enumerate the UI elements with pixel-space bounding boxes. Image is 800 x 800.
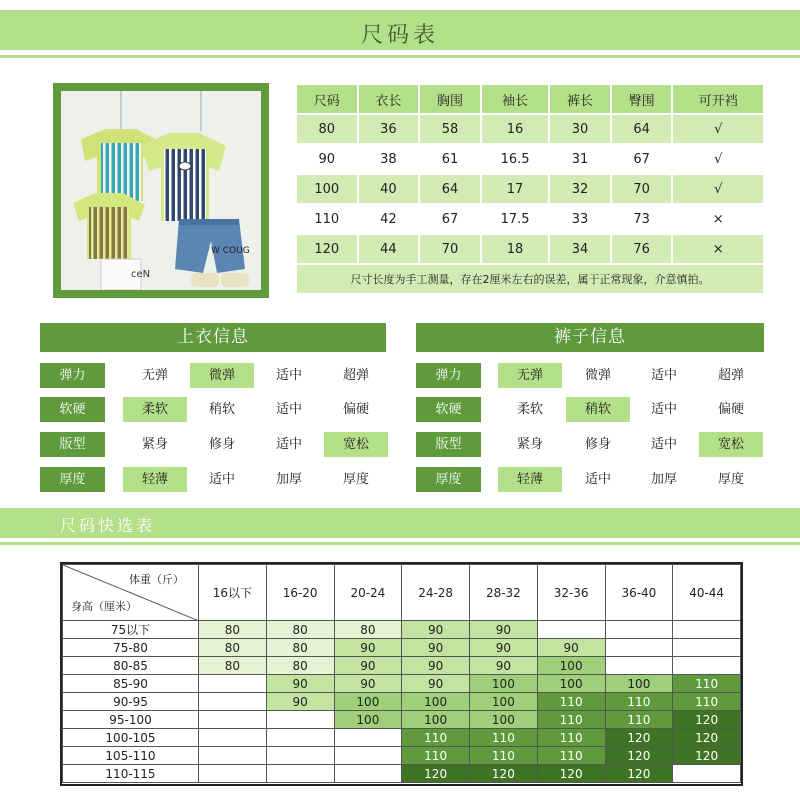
size-cell: 58 [420, 115, 480, 143]
photo-text-2: ceN [131, 269, 151, 280]
table-row [297, 175, 763, 203]
size-header-cell: 尺码 [297, 85, 357, 113]
size-recommendation-cell: 120 [605, 747, 673, 765]
size-header-cell: 臀围 [612, 85, 672, 113]
size-recommendation-cell [673, 657, 741, 675]
top-info-title: 上衣信息 [40, 323, 386, 352]
size-recommendation-cell: 100 [470, 675, 538, 693]
size-recommendation-cell: 80 [266, 621, 334, 639]
attribute-option: 适中 [650, 402, 677, 417]
size-cell: 70 [420, 235, 480, 263]
attribute-option: 微弹 [190, 363, 254, 388]
size-recommendation-cell [537, 621, 605, 639]
height-header-cell: 80-85 [63, 657, 199, 675]
size-recommendation-cell: 110 [605, 693, 673, 711]
size-recommendation-cell: 110 [537, 693, 605, 711]
size-header-cell: 袖长 [482, 85, 548, 113]
attribute-row [40, 363, 388, 388]
height-header-cell: 85-90 [63, 675, 199, 693]
attribute-option: 适中 [275, 402, 302, 417]
attribute-row [40, 467, 388, 492]
size-recommendation-cell [199, 747, 267, 765]
weight-header-cell: 16-20 [266, 565, 334, 621]
attribute-label: 弹力 [40, 363, 105, 388]
size-recommendation-cell: 120 [402, 765, 470, 783]
size-cell: 64 [612, 115, 672, 143]
product-photo [53, 83, 269, 298]
attribute-option: 稍软 [566, 397, 630, 422]
size-cell: √ [673, 145, 763, 173]
attribute-option: 轻薄 [123, 467, 187, 492]
size-recommendation-cell: 90 [402, 621, 470, 639]
size-recommendation-cell: 100 [537, 675, 605, 693]
size-recommendation-cell: 80 [199, 621, 267, 639]
weight-axis-label: 体重（斤） [129, 573, 184, 586]
weight-header-cell: 40-44 [673, 565, 741, 621]
attribute-label: 软硬 [40, 397, 105, 422]
size-recommendation-cell: 90 [402, 675, 470, 693]
size-recommendation-cell: 110 [470, 747, 538, 765]
attribute-option: 加厚 [650, 472, 677, 487]
attribute-option: 紧身 [141, 437, 168, 452]
size-cell: 80 [297, 115, 357, 143]
quick-select-table [60, 562, 743, 786]
attribute-row [416, 432, 764, 457]
size-recommendation-cell [199, 765, 267, 783]
size-cell: 17.5 [482, 205, 548, 233]
attribute-option: 厚度 [342, 472, 369, 487]
table-row [63, 729, 741, 747]
table-row [297, 205, 763, 233]
size-recommendation-cell: 110 [673, 675, 741, 693]
size-recommendation-cell [673, 639, 741, 657]
table-row [63, 711, 741, 729]
weight-header-cell: 16以下 [199, 565, 267, 621]
table-row [297, 235, 763, 263]
size-recommendation-cell: 120 [673, 747, 741, 765]
height-header-cell: 95-100 [63, 711, 199, 729]
size-cell: 36 [359, 115, 419, 143]
size-cell: 16 [482, 115, 548, 143]
size-cell: × [673, 235, 763, 263]
size-table-header [297, 85, 763, 113]
table-row [63, 657, 741, 675]
attribute-option: 宽松 [699, 432, 763, 457]
size-recommendation-cell: 80 [199, 657, 267, 675]
attribute-row [416, 397, 764, 422]
size-recommendation-cell: 110 [537, 711, 605, 729]
size-cell: 30 [550, 115, 610, 143]
size-recommendation-cell: 100 [334, 693, 402, 711]
size-recommendation-cell: 80 [334, 621, 402, 639]
size-recommendation-cell: 110 [673, 693, 741, 711]
size-recommendation-cell [334, 765, 402, 783]
size-cell: 90 [297, 145, 357, 173]
page-title: 尺码表 [360, 23, 439, 48]
size-recommendation-cell: 110 [402, 747, 470, 765]
size-cell: × [673, 205, 763, 233]
attribute-option: 柔软 [123, 397, 187, 422]
height-axis-label: 身高（厘米） [71, 600, 137, 613]
attribute-label: 版型 [40, 432, 105, 457]
size-recommendation-cell: 90 [402, 639, 470, 657]
size-recommendation-cell [334, 747, 402, 765]
table-row [63, 675, 741, 693]
attribute-option: 超弹 [717, 368, 744, 383]
size-cell: 44 [359, 235, 419, 263]
size-header-cell: 可开裆 [673, 85, 763, 113]
size-cell: 17 [482, 175, 548, 203]
size-recommendation-cell: 100 [470, 693, 538, 711]
size-recommendation-cell: 120 [673, 729, 741, 747]
attribute-option: 宽松 [324, 432, 388, 457]
attribute-label: 厚度 [40, 467, 105, 492]
size-cell: 18 [482, 235, 548, 263]
size-cell: 38 [359, 145, 419, 173]
attribute-option: 超弹 [342, 368, 369, 383]
size-recommendation-cell: 90 [470, 639, 538, 657]
size-recommendation-cell [199, 675, 267, 693]
attribute-label: 弹力 [416, 363, 481, 388]
height-header-cell: 75-80 [63, 639, 199, 657]
size-recommendation-cell: 90 [334, 675, 402, 693]
size-recommendation-cell: 90 [470, 657, 538, 675]
attribute-option: 修身 [208, 437, 235, 452]
table-row [63, 621, 741, 639]
attribute-row [416, 467, 764, 492]
size-cell: 34 [550, 235, 610, 263]
size-recommendation-cell: 90 [334, 639, 402, 657]
size-recommendation-cell: 90 [334, 657, 402, 675]
table-row [63, 693, 741, 711]
attribute-option: 适中 [650, 368, 677, 383]
size-recommendation-cell: 120 [605, 729, 673, 747]
size-recommendation-cell [605, 639, 673, 657]
height-header-cell: 105-110 [63, 747, 199, 765]
size-recommendation-cell [199, 711, 267, 729]
quick-select-title: 尺码快选表 [60, 516, 156, 535]
photo-text-1: W COUG [211, 246, 250, 256]
pants-info-title: 裤子信息 [416, 323, 764, 352]
size-table [295, 83, 765, 295]
weight-header-cell: 28-32 [470, 565, 538, 621]
table-corner-cell [63, 565, 199, 621]
size-header-cell: 裤长 [550, 85, 610, 113]
size-cell: 67 [612, 145, 672, 173]
size-recommendation-cell [673, 621, 741, 639]
size-recommendation-cell: 100 [537, 657, 605, 675]
size-recommendation-cell: 100 [605, 675, 673, 693]
attribute-option: 适中 [208, 472, 235, 487]
size-recommendation-cell: 110 [537, 729, 605, 747]
size-recommendation-cell [266, 747, 334, 765]
size-recommendation-cell: 80 [266, 657, 334, 675]
size-cell: 73 [612, 205, 672, 233]
size-recommendation-cell: 90 [402, 657, 470, 675]
attribute-option: 适中 [650, 437, 677, 452]
attribute-option: 微弹 [584, 368, 611, 383]
size-cell: 16.5 [482, 145, 548, 173]
attribute-option: 轻薄 [498, 467, 562, 492]
size-recommendation-cell: 120 [605, 765, 673, 783]
size-cell: 76 [612, 235, 672, 263]
size-cell: 100 [297, 175, 357, 203]
size-recommendation-cell: 110 [470, 729, 538, 747]
size-cell: 31 [550, 145, 610, 173]
size-recommendation-cell: 100 [334, 711, 402, 729]
size-recommendation-cell: 90 [266, 675, 334, 693]
size-recommendation-cell: 80 [266, 639, 334, 657]
attribute-label: 软硬 [416, 397, 481, 422]
weight-header-cell: 36-40 [605, 565, 673, 621]
height-header-cell: 90-95 [63, 693, 199, 711]
size-recommendation-cell: 100 [402, 711, 470, 729]
size-recommendation-cell: 90 [537, 639, 605, 657]
table-row [63, 639, 741, 657]
size-cell: 64 [420, 175, 480, 203]
attribute-option: 偏硬 [717, 402, 744, 417]
attribute-row [40, 432, 388, 457]
size-recommendation-cell [266, 711, 334, 729]
attribute-option: 修身 [584, 437, 611, 452]
attribute-option: 厚度 [717, 472, 744, 487]
size-recommendation-cell: 100 [402, 693, 470, 711]
size-cell: 120 [297, 235, 357, 263]
size-header-cell: 衣长 [359, 85, 419, 113]
product-illustration [61, 91, 261, 290]
size-recommendation-cell: 110 [537, 747, 605, 765]
size-header-cell: 胸围 [420, 85, 480, 113]
size-recommendation-cell: 110 [402, 729, 470, 747]
size-recommendation-cell: 90 [470, 621, 538, 639]
attribute-option: 加厚 [275, 472, 302, 487]
size-recommendation-cell: 120 [537, 765, 605, 783]
size-recommendation-cell: 100 [470, 711, 538, 729]
attribute-label: 版型 [416, 432, 481, 457]
size-cell: 110 [297, 205, 357, 233]
height-header-cell: 75以下 [63, 621, 199, 639]
size-recommendation-cell: 110 [605, 711, 673, 729]
height-header-cell: 110-115 [63, 765, 199, 783]
size-cell: √ [673, 175, 763, 203]
table-row [63, 747, 741, 765]
table-row [297, 145, 763, 173]
table-row [63, 765, 741, 783]
size-recommendation-cell: 90 [266, 693, 334, 711]
size-recommendation-cell: 120 [470, 765, 538, 783]
size-cell: √ [673, 115, 763, 143]
attribute-option: 无弹 [141, 368, 168, 383]
height-header-cell: 100-105 [63, 729, 199, 747]
size-recommendation-cell [199, 729, 267, 747]
size-recommendation-cell [266, 729, 334, 747]
size-recommendation-cell [673, 765, 741, 783]
attribute-row [40, 397, 388, 422]
attribute-option: 稍软 [208, 402, 235, 417]
attribute-option: 无弹 [498, 363, 562, 388]
weight-header-cell: 24-28 [402, 565, 470, 621]
attribute-option: 偏硬 [342, 402, 369, 417]
size-cell: 32 [550, 175, 610, 203]
attribute-label: 厚度 [416, 467, 481, 492]
size-recommendation-cell [605, 657, 673, 675]
table-row [297, 115, 763, 143]
size-cell: 70 [612, 175, 672, 203]
attribute-option: 适中 [584, 472, 611, 487]
size-recommendation-cell [334, 729, 402, 747]
size-recommendation-cell [266, 765, 334, 783]
size-note: 尺寸长度为手工测量，存在2厘米左右的误差，属于正常现象，介意慎拍。 [297, 265, 763, 293]
size-cell: 40 [359, 175, 419, 203]
size-recommendation-cell: 80 [199, 639, 267, 657]
size-recommendation-cell [199, 693, 267, 711]
attribute-row [416, 363, 764, 388]
size-cell: 67 [420, 205, 480, 233]
attribute-option: 紧身 [516, 437, 543, 452]
attribute-option: 适中 [275, 368, 302, 383]
size-recommendation-cell [605, 621, 673, 639]
weight-header-cell: 32-36 [537, 565, 605, 621]
attribute-option: 适中 [275, 437, 302, 452]
size-cell: 33 [550, 205, 610, 233]
title-banner [0, 0, 800, 62]
size-cell: 61 [420, 145, 480, 173]
weight-header-cell: 20-24 [334, 565, 402, 621]
size-recommendation-cell: 120 [673, 711, 741, 729]
size-cell: 42 [359, 205, 419, 233]
attribute-option: 柔软 [516, 402, 543, 417]
